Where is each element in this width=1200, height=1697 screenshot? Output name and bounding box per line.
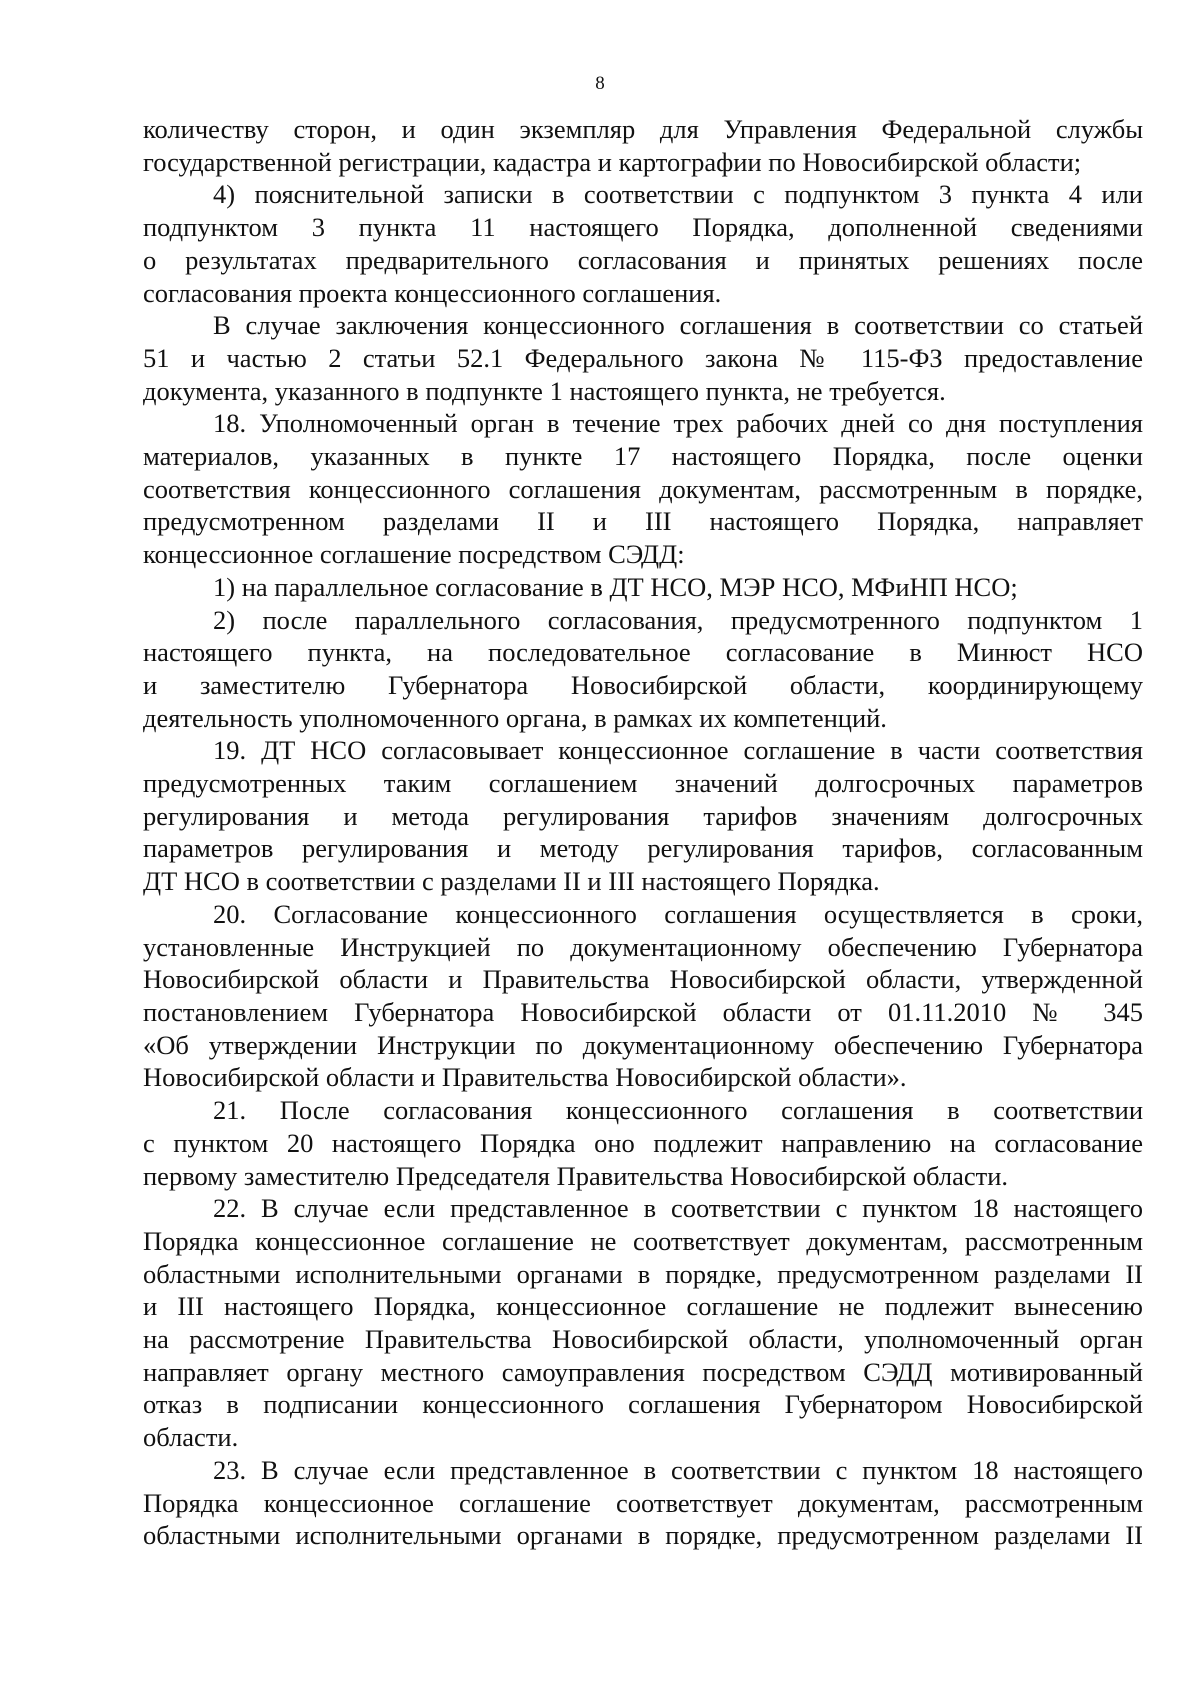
text-line: и заместителю Губернатора Новосибирской области, координирующему — [143, 669, 1143, 700]
text-line: области. — [143, 1422, 239, 1453]
text-line: 19. ДТ НСО согласовывает концессионное соглашение в части соответствия — [213, 735, 1143, 766]
text-line: соответствия концессионного соглашения документам, рассмотренным в порядке, — [143, 473, 1143, 504]
text-line: отказ в подписании концессионного соглашения Губернатором Новосибирской — [143, 1389, 1143, 1420]
text-line: Новосибирской области и Правительства Новосибирской области, утвержденной — [143, 964, 1143, 995]
text-line: предусмотренном разделами II и III настоящего Порядка, направляет — [143, 506, 1143, 537]
paragraph — [143, 604, 1143, 735]
text-line: деятельность уполномоченного органа, в рамках их компетенций. — [143, 702, 887, 733]
text-line: 22. В случае если представленное в соответствии с пунктом 18 настоящего — [213, 1193, 1143, 1224]
paragraph — [143, 178, 1143, 309]
text-line: 51 и частью 2 статьи 52.1 Федерального закона № 115-ФЗ предоставление — [143, 342, 1143, 373]
text-line: 1) на параллельное согласование в ДТ НСО, МЭР НСО, МФиНП НСО; — [213, 571, 1018, 602]
text-line: материалов, указанных в пункте 17 настоящего Порядка, после оценки — [143, 441, 1143, 472]
text-line: количеству сторон, и один экземпляр для Управления Федеральной службы — [143, 114, 1143, 144]
text-line: установленные Инструкцией по документационному обеспечению Губернатора — [143, 931, 1143, 962]
text-line: с пунктом 20 настоящего Порядка оно подлежит направлению на согласование — [143, 1127, 1143, 1158]
text-line: «Об утверждении Инструкции по документационному обеспечению Губернатора — [143, 1029, 1143, 1060]
text-line: ДТ НСО в соответствии с разделами II и III настоящего Порядка. — [143, 866, 880, 897]
text-line: 2) после параллельного согласования, предусмотренного подпунктом 1 — [213, 604, 1143, 635]
paragraph — [143, 1454, 1143, 1552]
paragraph — [143, 407, 1143, 571]
text-line: предусмотренных таким соглашением значений долгосрочных параметров — [143, 768, 1143, 799]
text-line: Порядка концессионное соглашение не соответствует документам, рассмотренным — [143, 1225, 1143, 1256]
text-line: о результатах предварительного согласования и принятых решениях после — [143, 244, 1143, 275]
text-line: на рассмотрение Правительства Новосибирской области, уполномоченный орган — [143, 1324, 1143, 1355]
page-number: 8 — [595, 73, 605, 94]
text-line: согласования проекта концессионного соглашения. — [143, 277, 722, 308]
text-line: 21. После согласования концессионного соглашения в соответствии — [213, 1095, 1143, 1126]
text-line: В случае заключения концессионного соглашения в соответствии со статьей — [213, 310, 1143, 341]
paragraph — [143, 113, 1143, 178]
text-line: 23. В случае если представленное в соответствии с пунктом 18 настоящего — [213, 1454, 1143, 1485]
text-line: параметров регулирования и методу регулирования тарифов, согласованным — [143, 833, 1143, 864]
text-line: 20. Согласование концессионного соглашения осуществляется в сроки, — [213, 898, 1143, 929]
text-line: Новосибирской области и Правительства Новосибирской области». — [143, 1062, 907, 1093]
paragraph — [143, 571, 1143, 604]
text-line: подпунктом 3 пункта 11 настоящего Порядка, дополненной сведениями — [143, 212, 1143, 243]
paragraph — [143, 1094, 1143, 1192]
text-line: концессионное соглашение посредством СЭДД: — [143, 539, 685, 570]
paragraph — [143, 898, 1143, 1094]
text-line: 18. Уполномоченный орган в течение трех рабочих дней со дня поступления — [213, 408, 1143, 439]
text-line: документа, указанного в подпункте 1 настоящего пункта, не требуется. — [143, 375, 946, 406]
text-line: настоящего пункта, на последовательное согласование в Минюст НСО — [143, 637, 1143, 668]
paragraph — [143, 309, 1143, 407]
text-line: и III настоящего Порядка, концессионное соглашение не подлежит вынесению — [143, 1291, 1143, 1322]
text-line: Порядка концессионное соглашение соответствует документам, рассмотренным — [143, 1487, 1143, 1518]
text-line: областными исполнительными органами в порядке, предусмотренном разделами II — [143, 1258, 1143, 1289]
text-line: первому заместителю Председателя Правительства Новосибирской области. — [143, 1160, 1009, 1191]
text-line: направляет органу местного самоуправления посредством СЭДД мотивированный — [143, 1356, 1143, 1387]
text-line: 4) пояснительной записки в соответствии с подпунктом 3 пункта 4 или — [213, 179, 1143, 210]
text-line: государственной регистрации, кадастра и картографии по Новосибирской области; — [143, 146, 1082, 177]
text-line: постановлением Губернатора Новосибирской области от 01.11.2010 № 345 — [143, 996, 1143, 1027]
paragraph — [143, 1192, 1143, 1454]
document-body — [143, 113, 1143, 1552]
paragraph — [143, 734, 1143, 898]
text-line: регулирования и метода регулирования тарифов значениям долгосрочных — [143, 800, 1143, 831]
text-line: областными исполнительными органами в порядке, предусмотренном разделами II — [143, 1520, 1143, 1551]
